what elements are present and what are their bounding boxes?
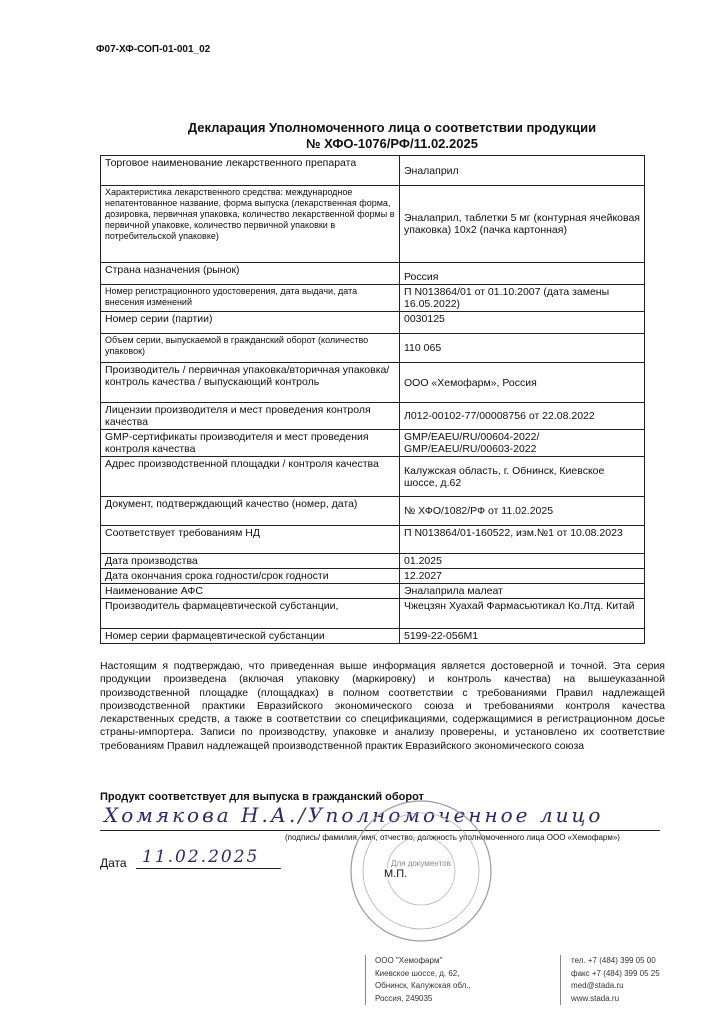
row-value: Эналаприл (400, 156, 645, 186)
address-line: ООО "Хемофарм" (375, 956, 443, 965)
row-value: 12.2027 (400, 569, 645, 584)
row-key: Торговое наименование лекарственного препарата (101, 156, 400, 186)
contact-line: www.stada.ru (571, 993, 620, 1003)
row-value: Чжецзян Хуахай Фармасьютикал Ко.Лтд. Китай (400, 599, 645, 629)
contact-line: факс +7 (484) 399 05 25 (571, 968, 660, 978)
table-row (101, 554, 645, 569)
row-key: Номер регистрационного удостоверения, дата выдачи, дата внесения изменений (101, 285, 400, 312)
row-value: Эналаприла малеат (400, 584, 645, 599)
row-value: 01.2025 (400, 554, 645, 569)
row-key: Производитель фармацевтической субстанции, (101, 599, 400, 629)
table-row (101, 599, 645, 629)
title-line-1: Декларация Уполномоченного лица о соответствии продукции (187, 120, 597, 135)
date-label: Дата (100, 856, 127, 870)
row-key: Номер серии (партии) (101, 312, 400, 334)
table-row (101, 569, 645, 584)
address-line: Обнинск, Калужская обл., (375, 981, 471, 990)
table-row (101, 403, 645, 430)
declaration-title (96, 120, 688, 152)
row-key: Дата производства (101, 554, 400, 569)
row-key: Соответствует требованиям НД (101, 526, 400, 554)
row-key: Документ, подтверждающий качество (номер, дата) (101, 497, 400, 526)
signature-caption: (подпись/ фамилия, имя, отчество, должность уполномоченного лица ООО «Хемофарм») (285, 833, 620, 842)
footer-contacts (560, 955, 660, 1005)
row-key: Дата окончания срока годности/срок годности (101, 569, 400, 584)
table-row (101, 430, 645, 457)
table-row (101, 526, 645, 554)
handwritten-signature: Хомякова Н.А./Уполномоченное лицо (104, 803, 604, 827)
row-key: Номер серии фармацевтической субстанции (101, 629, 400, 644)
row-value: № ХФО/1082/РФ от 11.02.2025 (400, 497, 645, 526)
declaration-table (100, 155, 645, 644)
table-row (101, 629, 645, 644)
table-row (101, 186, 645, 263)
contact-line: тел. +7 (484) 399 05 00 (571, 956, 656, 965)
table-row (101, 156, 645, 186)
stamp-label: М.П. (384, 868, 408, 880)
table-row (101, 457, 645, 497)
release-statement: Продукт соответствует для выпуска в гражданский оборот (100, 791, 424, 803)
row-value: ООО «Хемофарм», Россия (400, 363, 645, 403)
row-key: Страна назначения (рынок) (101, 263, 400, 285)
row-value: П N013864/01-160522, изм.№1 от 10.08.2023 (400, 526, 645, 554)
footer-address (375, 955, 471, 1005)
table-row (101, 263, 645, 285)
address-line: Киевское шоссе, д. 62, (375, 968, 460, 978)
document-code: Ф07-ХФ-СОП-01-001_02 (96, 44, 211, 55)
row-value: 0030125 (400, 312, 645, 334)
row-key: Лицензии производителя и мест проведения контроля качества (101, 403, 400, 430)
row-value: GMP/EAEU/RU/00604-2022/ GMP/EAEU/RU/00603-2022 (400, 430, 645, 457)
round-stamp (346, 796, 496, 946)
table-row (101, 584, 645, 599)
row-value: Россия (400, 263, 645, 285)
stamp-inner-text: Для документов (391, 859, 451, 868)
table-row (101, 334, 645, 363)
row-key: Объем серии, выпускаемой в гражданский оборот (количество упаковок) (101, 334, 400, 363)
contact-line: med@stada.ru (571, 981, 624, 990)
row-key: Характеристика лекарственного средства: международное непатентованное название, форма выпуска (лекарственная форма, дозировка, первичная упаковка, количество лекарственной формы в первичной упаковке, количество первичной упаковки в потребительской упаковке) (101, 186, 400, 263)
handwritten-date: 11.02.2025 (142, 847, 260, 867)
row-key: Адрес производственной площадки / контроля качества (101, 457, 400, 497)
row-value: Калужская область, г. Обнинск, Киевское шоссе, д.62 (400, 457, 645, 497)
row-key: GMP-сертификаты производителя и мест проведения контроля качества (101, 430, 400, 457)
title-line-2: № ХФО-1076/РФ/11.02.2025 (306, 136, 478, 151)
footer-divider (365, 955, 366, 1005)
address-line: Россия, 249035 (375, 993, 433, 1003)
row-key: Производитель / первичная упаковка/вторичная упаковка/контроль качества / выпускающий контроль (101, 363, 400, 403)
row-value: 5199-22-056М1 (400, 629, 645, 644)
row-key: Наименование АФС (101, 584, 400, 599)
confirmation-paragraph: Настоящим я подтверждаю, что приведенная выше информация является достоверной и точной. Эта серия продукции произведена (включая упаковку (маркировку) и контроль качества) на вышеуказанной производственной площадке (площадках) в полном соответствии с требованиями Правил надлежащей производственной практики Евразийского экономического союза и требованиями контроля качества лекарственных средств, а также в соответствии со спецификациями, содержащимися в регистрационном досье страны-импортера. Записи по производству, упаковке и анализу проверены, и установлено их соответствие требованиям Правил надлежащей производственной практик Евразийского экономического союза (100, 660, 665, 752)
row-value: Л012-00102-77/00008756 от 22.08.2022 (400, 403, 645, 430)
table-row (101, 363, 645, 403)
table-row (101, 312, 645, 334)
row-value: П N013864/01 от 01.10.2007 (дата замены 16.05.2022) (400, 285, 645, 312)
row-value: Эналаприл, таблетки 5 мг (контурная ячейковая упаковка) 10х2 (пачка картонная) (400, 186, 645, 263)
date-line (136, 868, 281, 869)
table-row (101, 285, 645, 312)
table-row (101, 497, 645, 526)
row-value: 110 065 (400, 334, 645, 363)
